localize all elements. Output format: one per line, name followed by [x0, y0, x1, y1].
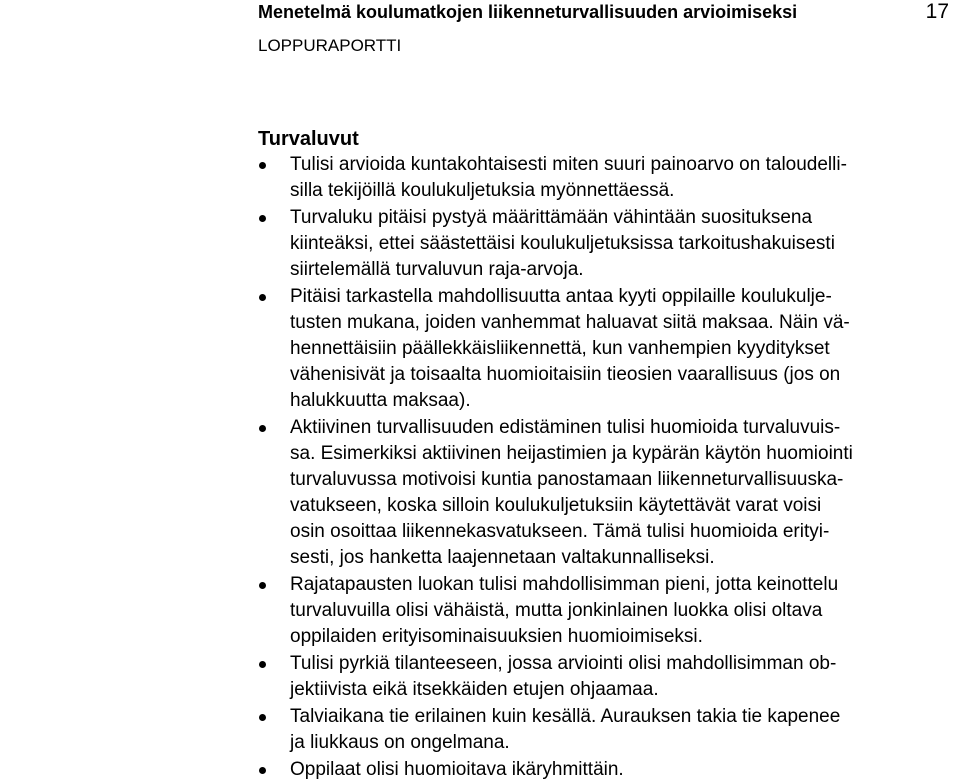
page-number: 17 [925, 0, 949, 23]
bullet-text-line: silla tekijöillä koulukuljetuksia myönnettäessä. [290, 180, 675, 201]
bullet-text-line: hennettäisiin päällekkäisliikennettä, kun vanhempien kyyditykset [290, 338, 830, 359]
bullet-item [258, 704, 958, 756]
bullet-dot-icon [259, 582, 266, 589]
bullet-item [258, 651, 958, 703]
bullet-text-line: ja liukkaus on ongelmana. [290, 732, 510, 753]
bullet-text-line: Turvaluku pitäisi pystyä määrittämään vähintään suosituksena [290, 207, 813, 228]
bullet-text-line: tusten mukana, joiden vanhemmat haluavat siitä maksaa. Näin vä- [290, 312, 850, 333]
bullet-text-line: vähenisivät ja toisaalta huomioitaisiin tieosien vaarallisuus (jos on [290, 364, 841, 385]
bullet-dot-icon [259, 714, 266, 721]
bullet-text-line: halukkuutta maksaa). [290, 390, 471, 411]
bullet-text-line: Tulisi arvioida kuntakohtaisesti miten suuri painoarvo on taloudelli- [290, 154, 847, 175]
bullet-text-line: kiinteäksi, ettei säästettäisi koulukuljetuksissa tarkoitushakuisesti [290, 233, 835, 254]
bullet-text-line: oppilaiden erityisominaisuuksien huomioimiseksi. [290, 626, 703, 647]
bullet-item [258, 757, 958, 783]
bullet-text-line: sesti, jos hanketta laajennetaan valtakunnalliseksi. [290, 547, 715, 568]
bullet-dot-icon [259, 661, 266, 668]
bullet-dot-icon [259, 162, 266, 169]
bullet-text-line: Tulisi pyrkiä tilanteeseen, jossa arviointi olisi mahdollisimman ob- [290, 653, 837, 674]
bullet-item [258, 152, 958, 204]
bullet-text-line: vatukseen, koska silloin koulukuljetuksiin käytettävät varat voisi [290, 495, 822, 516]
bullet-dot-icon [259, 215, 266, 222]
bullet-dot-icon [259, 294, 266, 301]
section-heading: Turvaluvut [258, 128, 359, 150]
bullet-text-line: turvaluvussa motivoisi kuntia panostamaan liikenneturvallisuuska- [290, 469, 844, 490]
bullet-text-line: sa. Esimerkiksi aktiivinen heijastimien ja kypärän käytön huomiointi [290, 443, 853, 464]
bullet-text-line: jektiivista eikä itsekkäiden etujen ohjaamaa. [290, 679, 659, 700]
bullet-dot-icon [259, 425, 266, 432]
bullet-text-line: turvaluvuilla olisi vähäistä, mutta jonkinlainen luokka olisi oltava [290, 600, 823, 621]
bullet-text-line: Rajatapausten luokan tulisi mahdollisimman pieni, jotta keinottelu [290, 574, 839, 595]
bullet-text-line: osin osoittaa liikennekasvatukseen. Tämä tulisi huomioida erityi- [290, 521, 830, 542]
bullet-item [258, 415, 958, 571]
bullet-text-line: Oppilaat olisi huomioitava ikäryhmittäin. [290, 759, 624, 780]
bullet-text-line: Pitäisi tarkastella mahdollisuutta antaa kyyti oppilaille koulukulje- [290, 286, 832, 307]
bullet-item [258, 572, 958, 650]
bullet-dot-icon [259, 767, 266, 774]
running-header-title: Menetelmä koulumatkojen liikenneturvallisuuden arvioimiseksi [258, 2, 798, 22]
running-header-subtitle: LOPPURAPORTTI [258, 36, 402, 55]
bullet-item [258, 284, 958, 414]
bullet-text-line: Talviaikana tie erilainen kuin kesällä. Aurauksen takia tie kapenee [290, 706, 841, 727]
bullet-text-line: siirtelemällä turvaluvun raja-arvoja. [290, 259, 584, 280]
bullet-text-line: Aktiivinen turvallisuuden edistäminen tulisi huomioida turvaluvuis- [290, 417, 841, 438]
bullet-item [258, 205, 958, 283]
bullet-list [258, 152, 958, 784]
